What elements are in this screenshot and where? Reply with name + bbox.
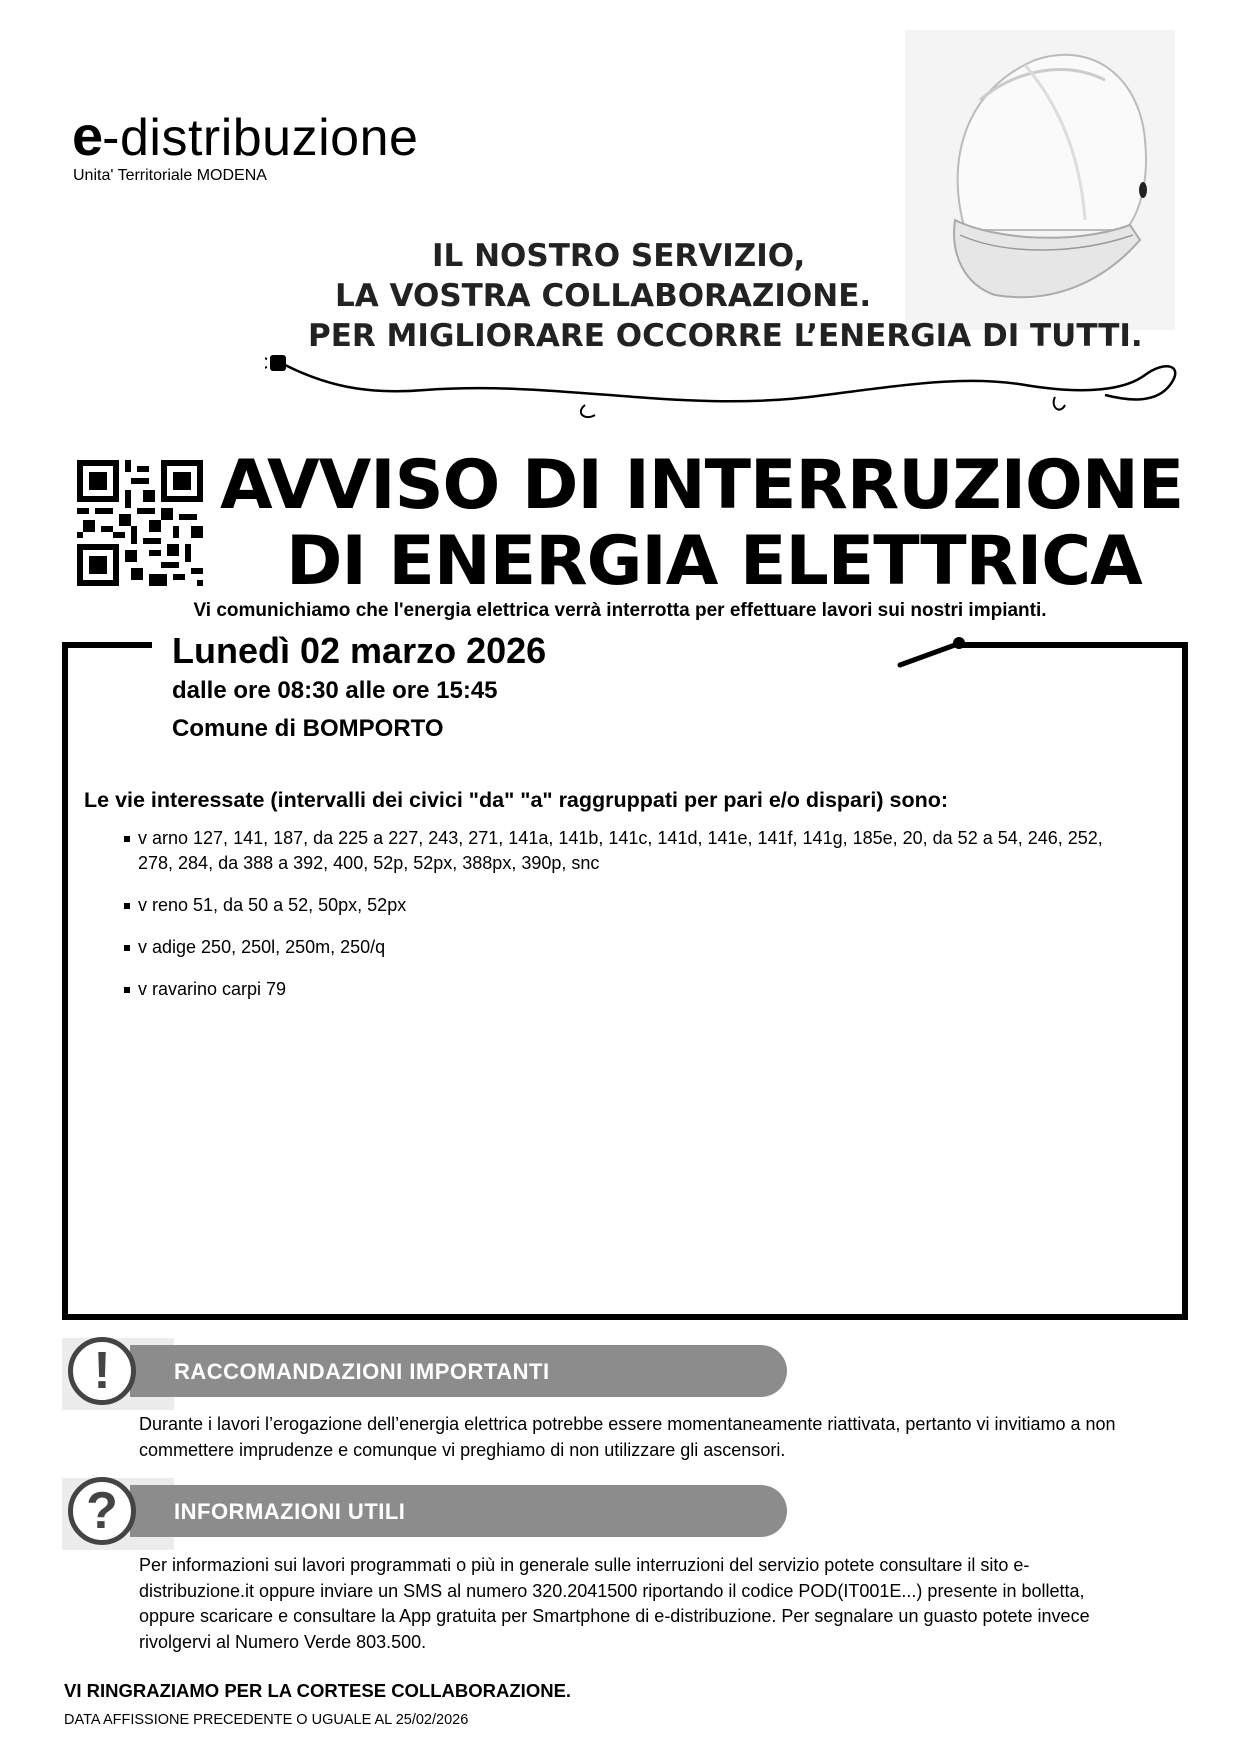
info-title: INFORMAZIONI UTILI [174,1499,406,1524]
recommendations-text: Durante i lavori l’erogazione dell’energia elettrica potrebbe essere momentaneamente riattivata, pertanto vi invitiamo a non commettere imprudenze e comunque vi preghiamo di non utilizzare gli ascensori. [139,1414,1116,1460]
street-item: v adige 250, 250l, 250m, 250/q [122,935,1142,960]
warning-icon: ! [68,1337,136,1405]
slogan-line-3: PER MIGLIORARE OCCORRE L’ENERGIA DI TUTTI. [308,318,1143,354]
outage-municipality: Comune di BOMPORTO [172,715,444,742]
qr-code-icon [77,460,203,586]
outage-date: Lunedì 02 marzo 2026 [172,630,547,671]
question-icon: ? [68,1477,136,1545]
slogan-line-2: LA VOSTRA COLLABORAZIONE. [335,278,872,314]
logo-wordmark: -distribuzione [102,109,419,167]
slogan [210,236,1170,356]
notice-title-line-2: DI ENERGIA ELETTRICA [286,522,1142,601]
cable-plug-icon [895,632,975,672]
recommendations-title: RACCOMANDAZIONI IMPORTANTI [174,1359,550,1384]
posting-date: DATA AFFISSIONE PRECEDENTE O UGUALE AL 25/02/2026 [64,1712,469,1728]
streets-list [122,826,1142,1019]
street-item: v arno 127, 141, 187, da 225 a 227, 243, 271, 141a, 141b, 141c, 141d, 141e, 141f, 141g, 185e, 20, da 52 a 54, 246, 252, 278, 284, da 388 a 392, 400, 52p, 52px, 388px, 390p, snc [122,826,1142,876]
intro-text: Vi comunichiamo che l'energia elettrica verrà interrotta per effettuare lavori sui nostri impianti. [193,600,1047,621]
territorial-unit-label: Unita' Territoriale MODENA [73,167,267,184]
frame-top-right-border [960,642,1188,648]
info-text: Per informazioni sui lavori programmati o più in generale sulle interruzioni del servizio potete consultare il sito e-distribuzione.it oppure inviare un SMS al numero 320.2041500 riportando il codice POD(IT001E...) presente in bolletta, oppure scaricare e consultare la App gratuita per Smartphone di e-distribuzione. Per segnalare un guasto potete invece rivolgervi al Numero Verde 803.500. [139,1555,1090,1652]
street-item: v reno 51, da 50 a 52, 50px, 52px [122,893,1142,918]
slogan-line-1: IL NOSTRO SERVIZIO, [432,238,806,274]
notice-title [220,448,1220,600]
notice-title-line-1: AVVISO DI INTERRUZIONE [220,446,1184,525]
outage-hours: dalle ore 08:30 alle ore 15:45 [172,677,498,704]
power-cable-icon [265,345,1205,425]
logo-e-mark: e [72,104,103,167]
streets-heading: Le vie interessate (intervalli dei civici "da" "a" raggruppati per pari e/o dispari) sono: [84,788,948,812]
brand-logo [72,104,419,167]
thanks-text: VI RINGRAZIAMO PER LA CORTESE COLLABORAZIONE. [64,1680,572,1701]
street-item: v ravarino carpi 79 [122,977,1142,1002]
frame-top-left-border [62,642,152,648]
